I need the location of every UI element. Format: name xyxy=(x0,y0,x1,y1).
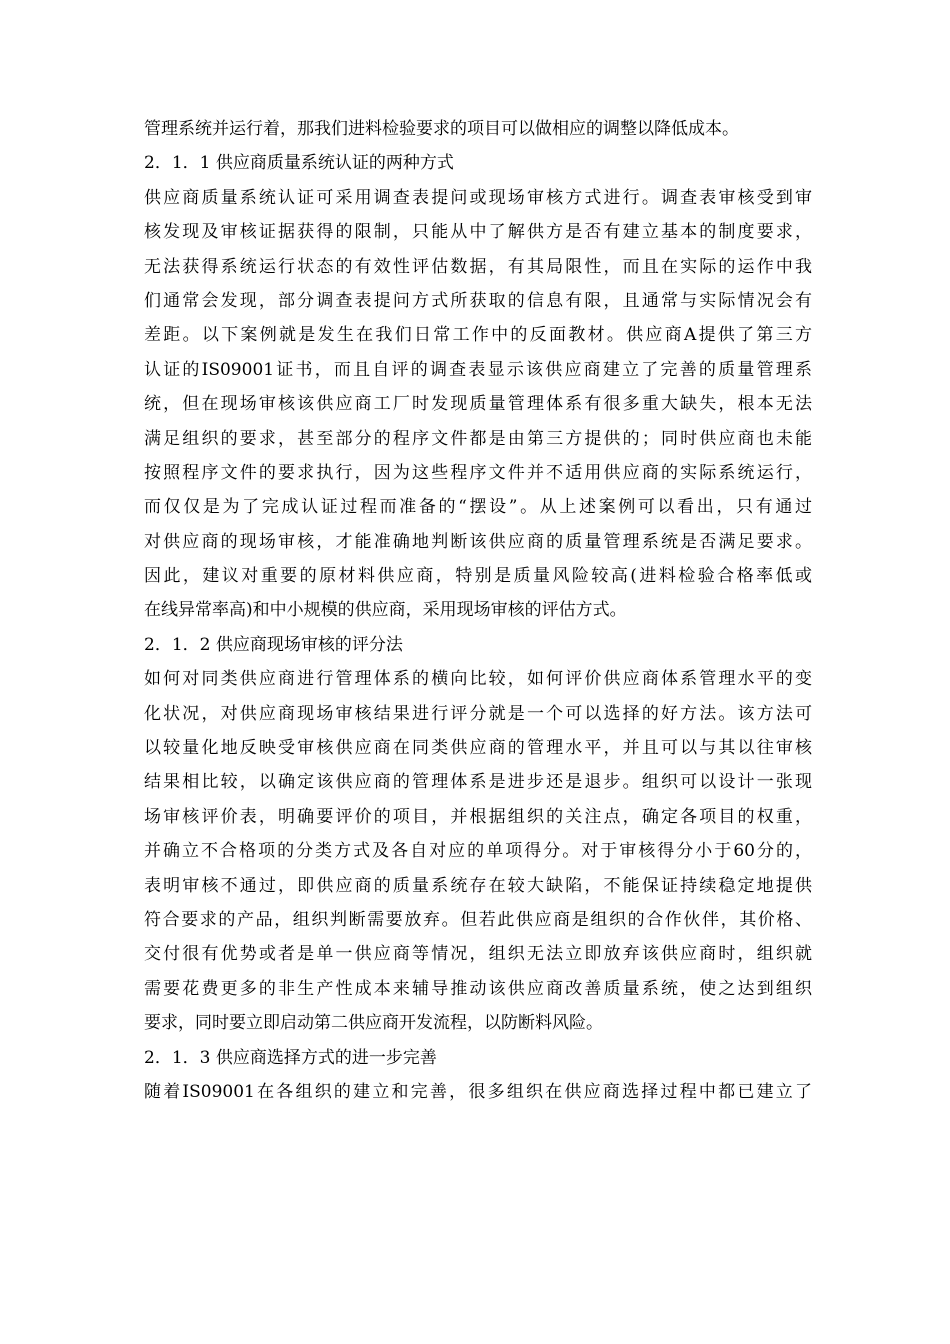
text-line: 按照程序文件的要求执行，因为这些程序文件并不适用供应商的实际系统运行， xyxy=(144,462,812,483)
text-line: 随着IS09001在各组织的建立和完善，很多组织在供应商选择过程中都已建立了 xyxy=(144,1081,812,1102)
text-line: 交付很有优势或者是单一供应商等情况，组织无法立即放弃该供应商时，组织就 xyxy=(144,944,812,965)
document-body xyxy=(144,112,812,1109)
text-line: 需要花费更多的非生产性成本来辅导推动该供应商改善质量系统，使之达到组织 xyxy=(144,978,812,999)
section-heading: 2．1．2 供应商现场审核的评分法 xyxy=(144,634,403,655)
text-line: 核发现及审核证据获得的限制，只能从中了解供方是否有建立基本的制度要求， xyxy=(144,222,812,243)
text-line: 表明审核不通过，即供应商的质量系统存在较大缺陷，不能保证持续稳定地提供 xyxy=(144,875,812,896)
text-line: 认证的IS09001证书，而且自评的调查表显示该供应商建立了完善的质量管理系 xyxy=(144,359,812,380)
text-line: 因此，建议对重要的原材料供应商，特别是质量风险较高(进料检验合格率低或 xyxy=(144,566,812,587)
text-line: 对供应商的现场审核，才能准确地判断该供应商的质量管理系统是否满足要求。 xyxy=(144,531,812,552)
text-line: 符合要求的产品，组织判断需要放弃。但若此供应商是组织的合作伙伴，其价格、 xyxy=(144,909,812,930)
text-line: 在线异常率高)和中小规模的供应商，采用现场审核的评估方式。 xyxy=(144,600,627,621)
text-line: 要求，同时要立即启动第二供应商开发流程，以防断料风险。 xyxy=(144,1013,603,1034)
text-line: 满足组织的要求，甚至部分的程序文件都是由第三方提供的；同时供应商也未能 xyxy=(144,428,812,449)
text-line: 统，但在现场审核该供应商工厂时发现质量管理体系有很多重大缺失，根本无法 xyxy=(144,394,812,415)
text-line: 如何对同类供应商进行管理体系的横向比较，如何评价供应商体系管理水平的变 xyxy=(144,669,812,690)
section-heading: 2．1．1 供应商质量系统认证的两种方式 xyxy=(144,153,454,174)
text-line: 而仅仅是为了完成认证过程而准备的“摆设”。从上述案例可以看出，只有通过 xyxy=(144,497,812,518)
text-line: 并确立不合格项的分类方式及各自对应的单项得分。对于审核得分小于60分的， xyxy=(144,841,812,862)
text-line: 差距。以下案例就是发生在我们日常工作中的反面教材。供应商A提供了第三方 xyxy=(144,325,812,346)
text-line: 供应商质量系统认证可采用调查表提问或现场审核方式进行。调查表审核受到审 xyxy=(144,187,812,208)
section-heading: 2．1．3 供应商选择方式的进一步完善 xyxy=(144,1047,437,1068)
text-line: 以较量化地反映受审核供应商在同类供应商的管理水平，并且可以与其以往审核 xyxy=(144,738,812,759)
text-line: 管理系统并运行着，那我们进料检验要求的项目可以做相应的调整以降低成本。 xyxy=(144,119,739,139)
text-line: 化状况，对供应商现场审核结果进行评分就是一个可以选择的好方法。该方法可 xyxy=(144,703,812,724)
text-line: 结果相比较，以确定该供应商的管理体系是进步还是退步。组织可以设计一张现 xyxy=(144,772,812,793)
text-line: 场审核评价表，明确要评价的项目，并根据组织的关注点，确定各项目的权重， xyxy=(144,806,812,827)
text-line: 们通常会发现，部分调查表提问方式所获取的信息有限，且通常与实际情况会有 xyxy=(144,290,812,311)
text-line: 无法获得系统运行状态的有效性评估数据，有其局限性，而且在实际的运作中我 xyxy=(144,256,812,277)
